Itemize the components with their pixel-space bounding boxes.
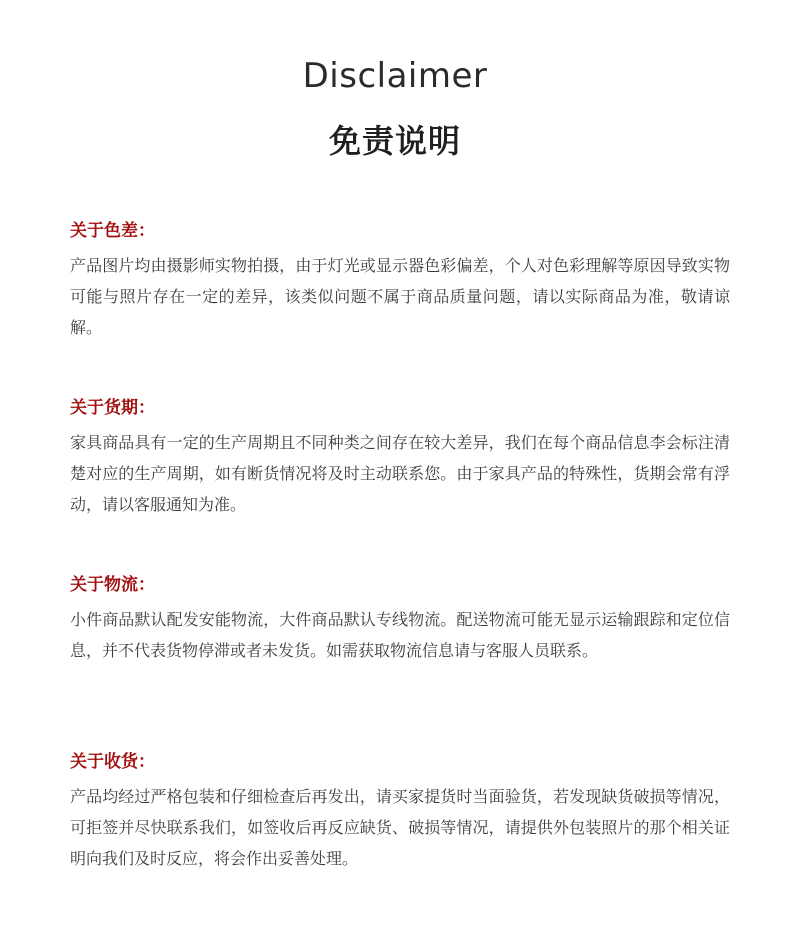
section-heading: 关于收货： bbox=[70, 752, 155, 772]
section-receiving bbox=[70, 749, 730, 874]
section-body: 产品图片均由摄影师实物拍摄，由于灯光或显示器色彩偏差，个人对色彩理解等原因导致实物可能与照片存在一定的差异，该类似问题不属于商品质量问题，请以实际商品为准，敬请谅解。 bbox=[70, 256, 730, 337]
section-heading: 关于货期： bbox=[70, 398, 155, 418]
section-body: 产品均经过严格包装和仔细检查后再发出，请买家提货时当面验货，若发现缺货破损等情况，可拒签并尽快联系我们，如签收后再反应缺货、破损等情况，请提供外包装照片的那个相关证明向我们及时反应，将会作出妥善处理。 bbox=[70, 787, 730, 868]
section-delivery-time bbox=[70, 395, 730, 520]
section-body: 小件商品默认配发安能物流，大件商品默认专线物流。配送物流可能无显示运输跟踪和定位信息，并不代表货物停滞或者未发货。如需获取物流信息请与客服人员联系。 bbox=[70, 610, 730, 660]
page-title-en: Disclaimer bbox=[302, 56, 488, 96]
section-heading: 关于色差： bbox=[70, 221, 155, 241]
section-body: 家具商品具有一定的生产周期且不同种类之间存在较大差异，我们在每个商品信息李会标注清楚对应的生产周期，如有断货情况将及时主动联系您。由于家具产品的特殊性，货期会常有浮动，请以客服通知为准。 bbox=[70, 433, 730, 514]
section-color-difference bbox=[70, 218, 730, 343]
section-heading: 关于物流： bbox=[70, 575, 155, 595]
page-title-cn: 免责说明 bbox=[328, 122, 461, 160]
section-logistics bbox=[70, 572, 730, 666]
